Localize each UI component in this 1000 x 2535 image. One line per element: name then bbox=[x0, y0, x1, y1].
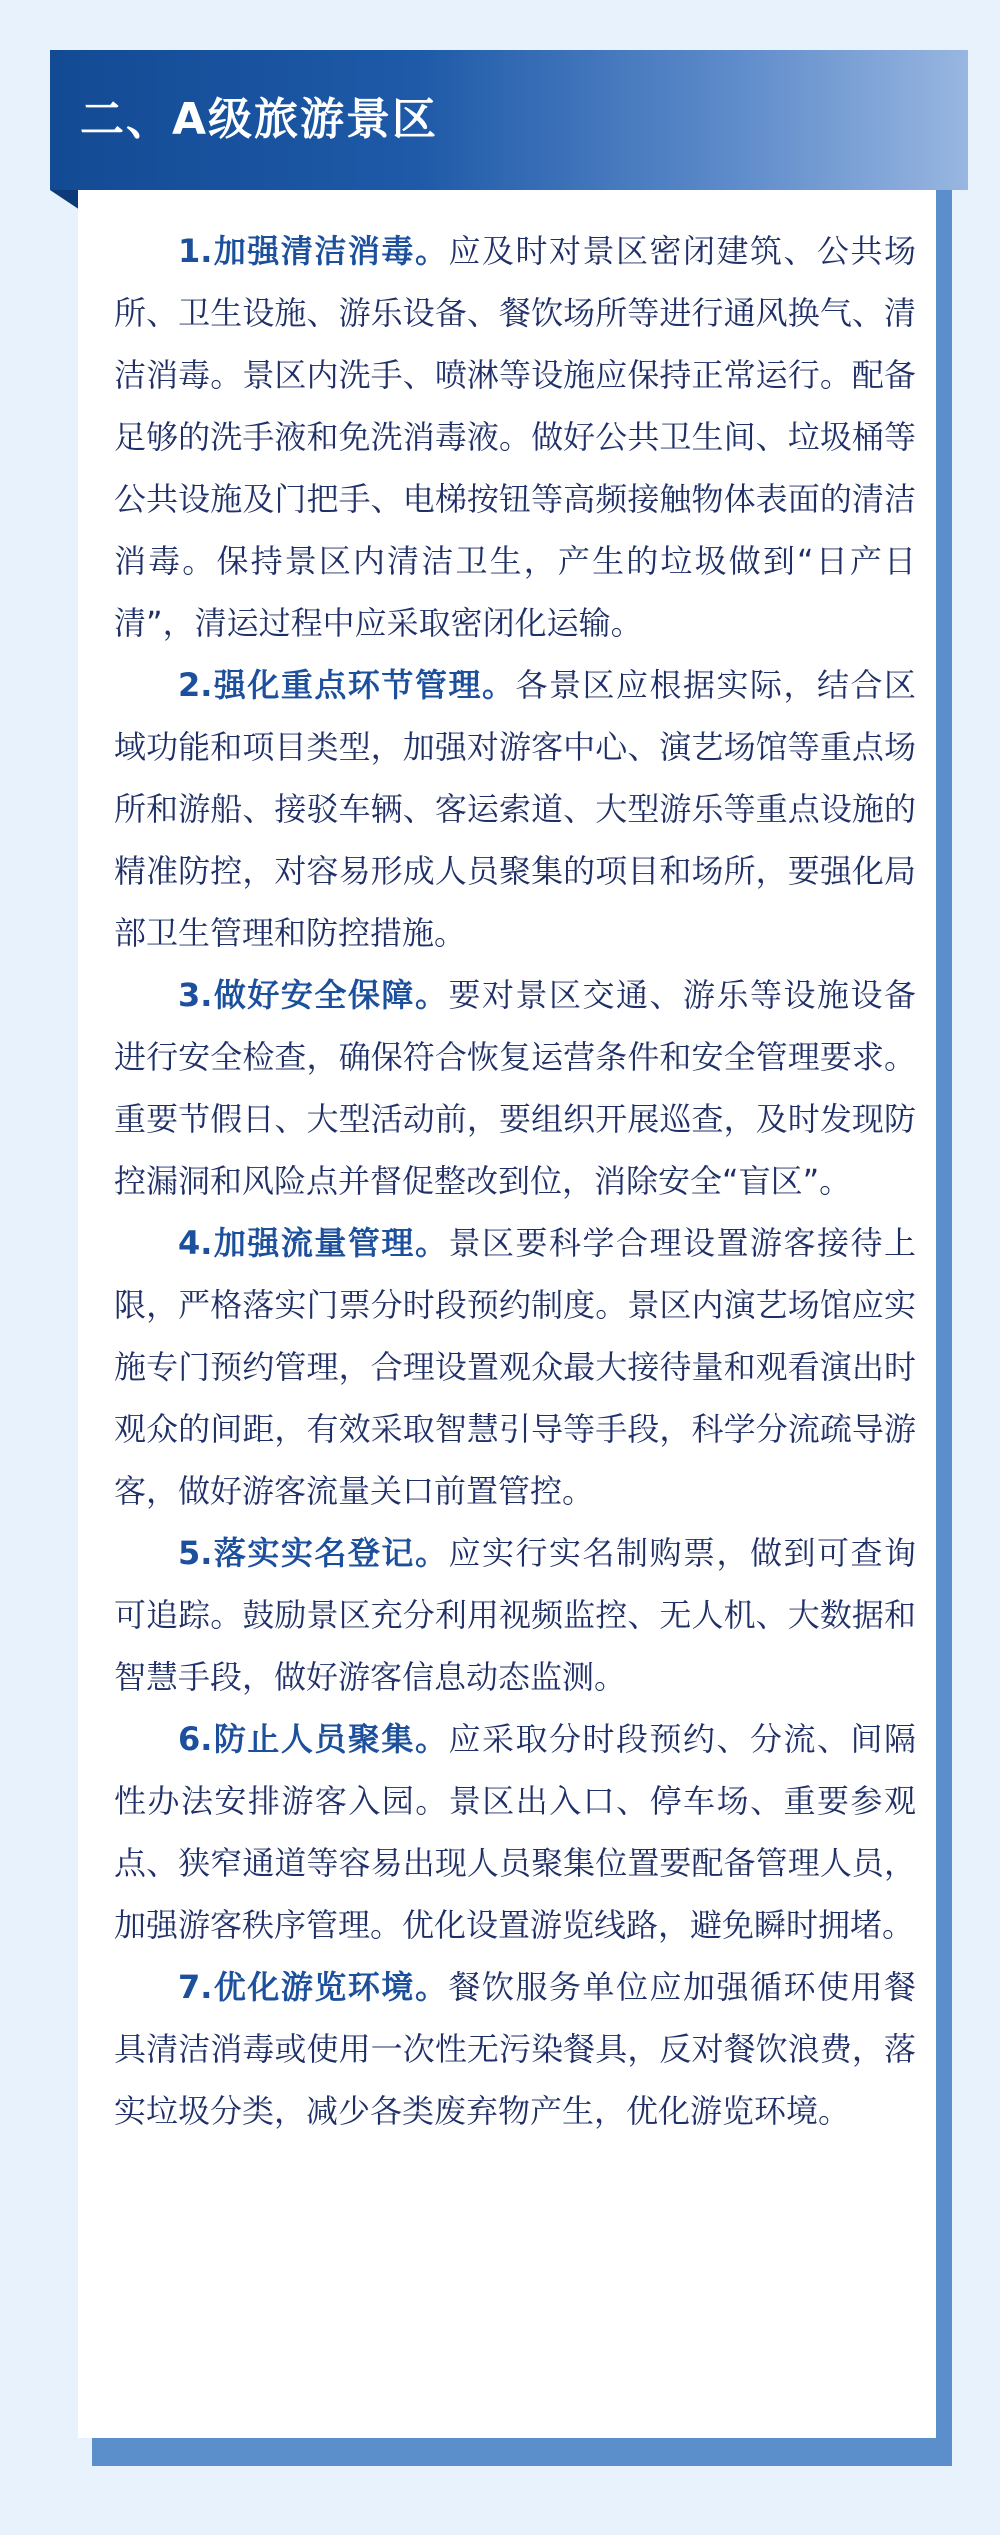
guideline-item-1 bbox=[114, 220, 916, 654]
guideline-text: 各景区应根据实际，结合区域功能和项目类型，加强对游客中心、演艺场馆等重点场所和游船、接驳车辆、客运索道、大型游乐等重点设施的精准防控，对容易形成人员聚集的项目和场所，要强化局部卫生管理和防控措施。 bbox=[114, 666, 916, 952]
guideline-text: 应实行实名制购票，做到可查询可追踪。鼓励景区充分利用视频监控、无人机、大数据和智慧手段，做好游客信息动态监测。 bbox=[114, 1534, 916, 1696]
guideline-text: 景区要科学合理设置游客接待上限，严格落实门票分时段预约制度。景区内演艺场馆应实施专门预约管理，合理设置观众最大接待量和观看演出时观众的间距，有效采取智慧引导等手段，科学分流疏导游客，做好游客流量关口前置管控。 bbox=[114, 1224, 916, 1510]
guideline-heading: 5.落实实名登记。 bbox=[178, 1534, 449, 1572]
guideline-heading: 4.加强流量管理。 bbox=[178, 1224, 449, 1262]
guideline-item-3 bbox=[114, 964, 916, 1212]
header-fold-decoration bbox=[50, 190, 80, 210]
guideline-heading: 1.加强清洁消毒。 bbox=[178, 232, 449, 270]
guideline-text: 餐饮服务单位应加强循环使用餐具清洁消毒或使用一次性无污染餐具，反对餐饮浪费，落实垃圾分类，减少各类废弃物产生，优化游览环境。 bbox=[114, 1968, 916, 2130]
guideline-heading: 3.做好安全保障。 bbox=[178, 976, 449, 1014]
guideline-heading: 6.防止人员聚集。 bbox=[178, 1720, 449, 1758]
guideline-heading: 2.强化重点环节管理。 bbox=[178, 666, 516, 704]
guideline-text: 应采取分时段预约、分流、间隔性办法安排游客入园。景区出入口、停车场、重要参观点、狭窄通道等容易出现人员聚集位置要配备管理人员，加强游客秩序管理。优化设置游览线路，避免瞬时拥堵。 bbox=[114, 1720, 916, 1944]
guideline-item-7 bbox=[114, 1956, 916, 2142]
guideline-text: 要对景区交通、游乐等设施设备进行安全检查，确保符合恢复运营条件和安全管理要求。重要节假日、大型活动前，要组织开展巡查，及时发现防控漏洞和风险点并督促整改到位，消除安全“盲区”。 bbox=[114, 976, 916, 1200]
guideline-item-5 bbox=[114, 1522, 916, 1708]
guideline-item-2 bbox=[114, 654, 916, 964]
guideline-item-4 bbox=[114, 1212, 916, 1522]
guideline-heading: 7.优化游览环境。 bbox=[178, 1968, 449, 2006]
guideline-item-6 bbox=[114, 1708, 916, 1956]
section-title: 二、A级旅游景区 bbox=[80, 94, 439, 145]
content-card bbox=[78, 190, 936, 2438]
guideline-text: 应及时对景区密闭建筑、公共场所、卫生设施、游乐设备、餐饮场所等进行通风换气、清洁消毒。景区内洗手、喷淋等设施应保持正常运行。配备足够的洗手液和免洗消毒液。做好公共卫生间、垃圾桶等公共设施及门把手、电梯按钮等高频接触物体表面的清洁消毒。保持景区内清洁卫生，产生的垃圾做到“日产日清”，清运过程中应采取密闭化运输。 bbox=[114, 232, 916, 642]
